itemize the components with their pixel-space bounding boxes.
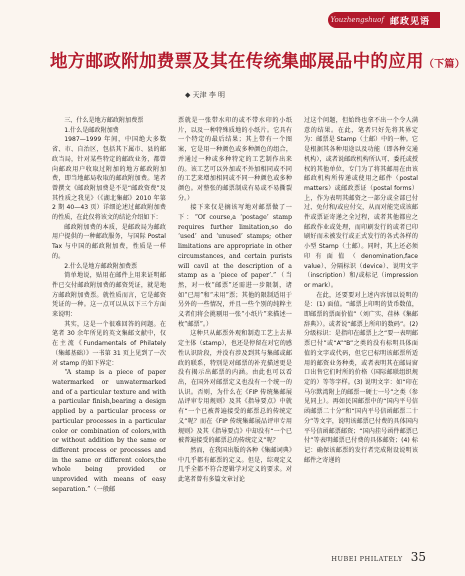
paragraph: 然而，在我国出版的各种《集邮词典》中几乎都有邮票的定义。但是，综观定义几乎全都不符合逻辑学对定义的要求。对此笔者曾有多篇文章讨论 — [178, 446, 292, 484]
paragraph: 简单地说，贴用在邮件上用来证明邮件已交付邮政附加费的邮资凭证，就是地方邮政附加费票。就性质而言，它是邮资凭证的一种。这一点可以从以下三个方面来说明： — [52, 272, 166, 319]
column-1 — [52, 116, 166, 548]
paragraph: 票就是一张带水印的或不带水印的小纸片，以及一种特殊质地的小纸片。它具有一个特定的最后结果；其上带有一个图案，它是用一种颜色或多种颜色的组合，并通过一种或多种特定的工艺制作出来的。该工艺可以外加或不外加相同或不同的工艺来增加相同或不同一种颜色或多种颜色。对整张的邮票制成有易或不易撕裂分。） — [178, 117, 292, 202]
column-3 — [304, 116, 418, 548]
article-title-main: 地方邮政附加费票及其在传统集邮展品中的应用 — [50, 52, 424, 72]
page-footer — [331, 550, 426, 564]
section-tab — [328, 12, 440, 28]
subsection-heading: 2.什么是地方邮政附加费票 — [64, 262, 138, 270]
paragraph: 邮政附加费的本质，是邮政局为邮政用户提供的一种邮政服务，与国际 Postal Tax 与中国的邮政附加费，性质是一样的。 — [52, 223, 166, 260]
article-body — [52, 116, 418, 548]
section-name-en: Youzhengshuof — [330, 16, 384, 24]
subsection-heading: 1.什么是邮政附加费 — [64, 126, 119, 134]
page-number: 35 — [410, 550, 426, 564]
paragraph: 在此，还要要对上述内容加以说明的是：(1) 面值。“邮票上印明的货币数值，即邮票的票面价值”（刘广实、荏林《集邮辞典》）。或者说“邮票上所印的数码”。(2) 分级标识：是指印在邮票上之“要一表明邮票已付”或“A”“B”之类的没有标明具体面值的文字或代码，但它已标明该邮票所适用的邮资业务种类，或者表明其在邮局窗口出售它们时所的价格（国际邮联组织规定的）等等字样。(3) 说明文字：如“印在马尔默湾附上的邮票一硬士一号”之类（参见同上）。再如民国邮票中的“国内平号信函邮票二十分”和“国内平号信函邮票二十分”等文字，说明该邮票已付费的具体国内平号信函邮票邮资；“国内挂号函件邮票已付”等表明邮票已付费的具体邮资；(4) 标记：确保该邮票的发行者完成附设说明该邮件之寄递的 — [304, 291, 418, 464]
english-quote: 接下来仅是摘该写地对邮票做了一下：“Of course,a ‘postage’ stamp requires further limitation,so do ‘used’ and ‘unused’ stamps; other limitations are appropriate in other circumstances, and certain purists will cavil at the description of a stamp as a ‘piece of paper’.”（当然，对一枚“邮票”还需进一步限制，诸如“已用”和“未用”票；其他的限制适用于另外的一些情况，并且一些个别的纯粹主义者们将会挑剔用一张“小纸片”来描述一枚“邮票”。） — [178, 204, 292, 328]
paragraph: 1987—1999 年间，中国绝大多数省、市、自治区，包括其下属市、县的邮政当局，针对某些特定的邮政业务，都曾向邮政用户收取过附加的地方邮政附加费，即当地邮局收取的邮政附加费。笔者曾撰文《邮政附加费是不是“邮政资费”及其性质之我见》（《湖北集邮》2010 年第 2 期 40—43 页）详细论述过邮政附加费的性质，在此仅将该文的结论介绍如下： — [52, 136, 166, 222]
journal-name: HUBEI PHILATELY — [331, 555, 403, 563]
column-2 — [178, 116, 292, 548]
article-title-part: （下篇） — [423, 59, 465, 70]
paragraph: 其实，这是一个很难回答的问题。在笔者 30 余年所见的英文集邮文献中，仅在主流《Fundamentals of Philately（集邮基础）》一书第 31 页上见到了一次对 stamp 的如下界定： — [52, 320, 166, 367]
paragraph: 这种只从邮票外观和制造工艺上去界定主体（stamp），也还是停留在对它的感性认识阶段，并没有涉及到其与集邮或邮政的联系，特别是对邮票的补充描述更是没有揭示出邮票的内涵。由此也可以看出，在国外对邮票定义也没有一个统一的认识。否则，为什么在《FIP 传统集邮展品评审专用规则》及其《指导要点》中就有“一个已被普遍接受的邮票总的传统定义”呢？而在《FIP 传统集邮展品评审专用规则》及其《指导要点》中却没有“一个已被普遍接受的邮票总的传统定义”呢？ — [178, 330, 292, 445]
section-name-cn: 邮政见语 — [389, 16, 430, 27]
article-title — [50, 48, 465, 73]
section-heading: 三、什么是地方邮政附加费票 — [64, 117, 144, 124]
english-quote: “A stamp is a piece of paper watermarked or unwatermarked and of a particular texture and with a particular finish,bearing a design applied by a particular process or particular processes in a particular color or combination of colors,with or without addition by the same or different process or processes and in the same or different colors,the whole being provided or unprovided with means of easy separation.”（一般邮 — [52, 369, 166, 493]
author-byline: ◆ 天津 李 明 — [185, 91, 226, 99]
paragraph: 过这个问题，但始终也拿不出一个令人满意的结果。在此，笔者只好先将其界定为：邮票是 Stamp（土邮）中的一种。它是根据其各种用途以及功能（即各种交通机构），或者说邮政机构所认可、委托或授权的其他单位，专门为了将其邮用在由该邮政机构所传递或使用之邮件（postal matters）或邮政票证（postal forms）上，作为表明其邮资之一部分或全部已付过、免付和/或应付交，从而对能完成该邮件或票证寄递之全过程，或者其他都应之邮政作业或处理，而印刷发行的或者已印刷好而未被发行或正式发行的各式各样的小型 Stamp（土邮）。同时，其上还必须印有面值（denomination,face value）、分隔标识（device）、说明文字（inscription）和/或标记（impression or mark）。 — [304, 117, 418, 289]
